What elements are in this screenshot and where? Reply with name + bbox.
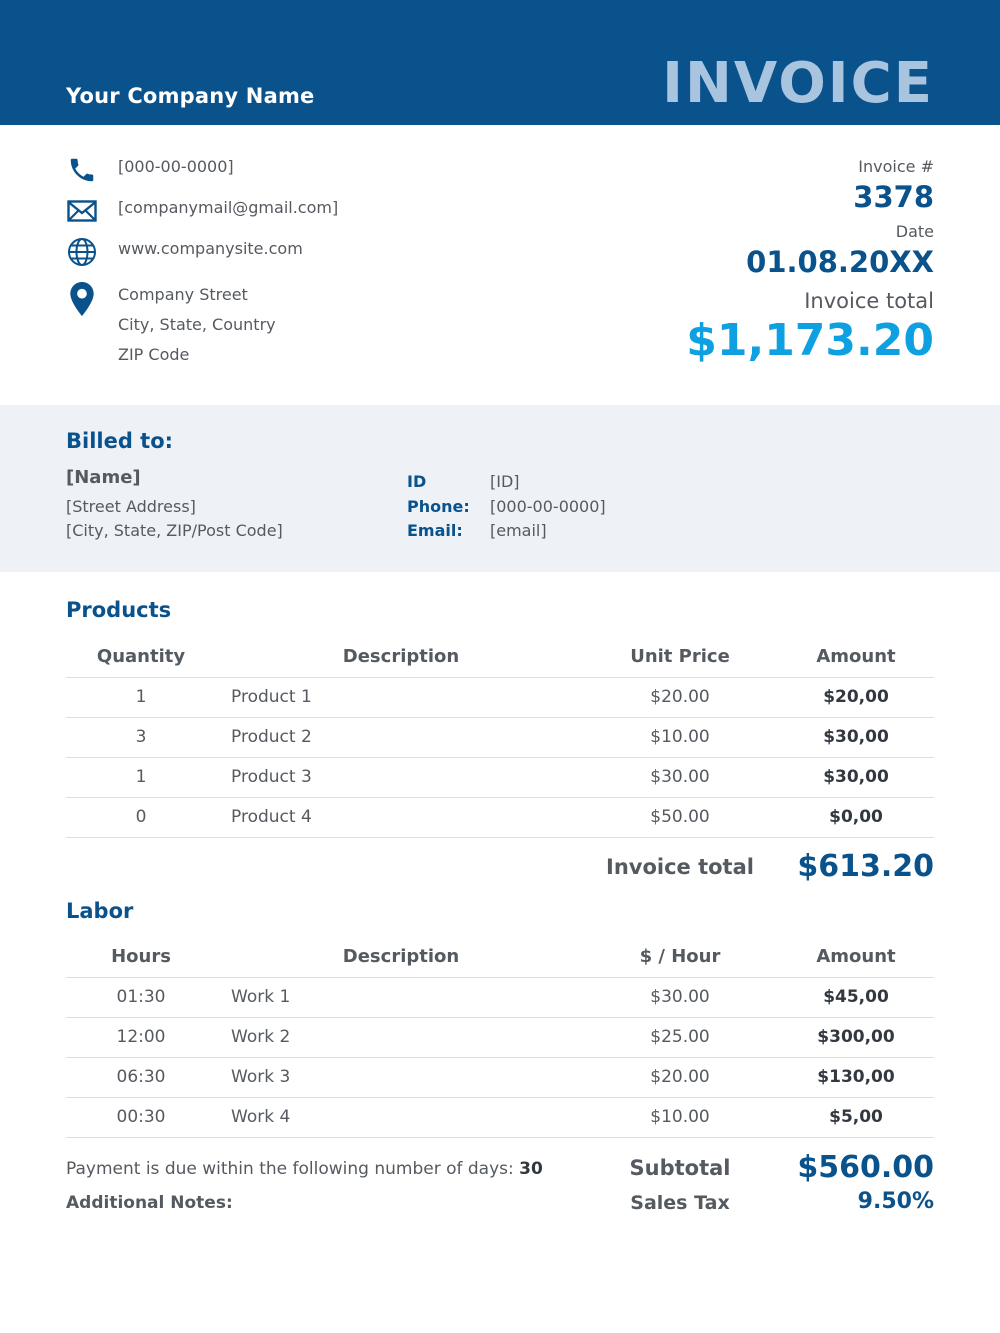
table-row (66, 1058, 934, 1098)
address-zip: ZIP Code (118, 345, 190, 364)
payment-terms (66, 1159, 543, 1179)
billed-to-section (0, 405, 1000, 572)
table-header (66, 646, 934, 678)
table-header (66, 946, 934, 978)
cell-hours: 12:00 (116, 1027, 166, 1047)
column-header-description: Description (342, 946, 460, 967)
envelope-icon (66, 195, 98, 227)
column-header-rate: $ / Hour (639, 946, 721, 967)
labor-table (66, 946, 934, 1138)
date-label: Date (895, 222, 934, 241)
contact-website (66, 236, 303, 268)
labor-title: Labor (66, 899, 134, 923)
cell-rate: $30.00 (650, 987, 710, 1007)
products-table (66, 646, 934, 838)
client-city: [City, State, ZIP/Post Code] (66, 521, 283, 540)
cell-quantity: 1 (135, 767, 147, 787)
cell-description: Product 4 (231, 807, 312, 827)
client-id-label: ID (407, 472, 427, 491)
cell-hours: 00:30 (116, 1107, 166, 1127)
client-phone-value: [000-00-0000] (490, 497, 606, 516)
additional-notes-label: Additional Notes: (66, 1193, 233, 1213)
cell-description: Product 1 (231, 687, 312, 707)
invoice-header (0, 0, 1000, 125)
column-header-unit-price: Unit Price (630, 646, 730, 667)
company-website: www.companysite.com (118, 239, 303, 258)
cell-unit-price: $50.00 (650, 807, 710, 827)
column-header-amount: Amount (816, 646, 896, 667)
cell-amount: $0,00 (829, 807, 883, 827)
cell-unit-price: $30.00 (650, 767, 710, 787)
cell-hours: 01:30 (116, 987, 166, 1007)
table-row (66, 1098, 934, 1138)
invoice-date: 01.08.20XX (746, 245, 934, 279)
cell-quantity: 0 (135, 807, 147, 827)
cell-rate: $10.00 (650, 1107, 710, 1127)
column-header-quantity: Quantity (96, 646, 186, 667)
company-phone: [000-00-0000] (118, 157, 234, 176)
sales-tax-value: 9.50% (857, 1189, 934, 1214)
subtotal-label: Subtotal (629, 1156, 731, 1180)
location-pin-icon (66, 283, 98, 315)
table-row (66, 718, 934, 758)
company-name: Your Company Name (66, 84, 315, 108)
subtotal-amount: $560.00 (797, 1150, 934, 1185)
table-row (66, 758, 934, 798)
client-name: [Name] (66, 467, 141, 488)
cell-description: Work 3 (231, 1067, 291, 1087)
sales-tax-label: Sales Tax (630, 1192, 730, 1214)
cell-description: Product 3 (231, 767, 312, 787)
products-total-label: Invoice total (606, 855, 754, 879)
contact-address (66, 283, 276, 364)
address-street: Company Street (118, 285, 248, 304)
cell-rate: $20.00 (650, 1067, 710, 1087)
cell-description: Work 2 (231, 1027, 291, 1047)
client-street: [Street Address] (66, 497, 196, 516)
billed-to-title: Billed to: (66, 429, 174, 453)
client-id-value: [ID] (490, 472, 520, 491)
column-header-hours: Hours (111, 946, 171, 967)
cell-amount: $45,00 (823, 987, 889, 1007)
table-row (66, 978, 934, 1018)
contact-email (66, 195, 339, 227)
table-row (66, 678, 934, 718)
client-email-value: [email] (490, 521, 547, 540)
table-row (66, 1018, 934, 1058)
cell-amount: $5,00 (829, 1107, 883, 1127)
cell-amount: $130,00 (817, 1067, 895, 1087)
cell-rate: $25.00 (650, 1027, 710, 1047)
client-email-label: Email: (407, 521, 463, 540)
invoice-total-label: Invoice total (804, 289, 934, 313)
company-address (118, 280, 276, 370)
cell-amount: $30,00 (823, 727, 889, 747)
table-row (66, 798, 934, 838)
cell-description: Work 1 (231, 987, 291, 1007)
address-city: City, State, Country (118, 315, 276, 334)
invoice-title: INVOICE (662, 51, 934, 116)
contact-phone (66, 154, 234, 186)
cell-quantity: 1 (135, 687, 147, 707)
products-title: Products (66, 598, 172, 622)
company-email: [companymail@gmail.com] (118, 198, 339, 217)
invoice-number: 3378 (853, 180, 934, 214)
phone-icon (66, 154, 98, 186)
invoice-meta (686, 157, 934, 367)
cell-amount: $20,00 (823, 687, 889, 707)
cell-description: Product 2 (231, 727, 312, 747)
payment-days: 30 (519, 1159, 543, 1179)
column-header-amount: Amount (816, 946, 896, 967)
globe-icon (66, 236, 98, 268)
cell-amount: $300,00 (817, 1027, 895, 1047)
products-total-amount: $613.20 (797, 849, 934, 884)
cell-hours: 06:30 (116, 1067, 166, 1087)
payment-terms-text: Payment is due within the following number of days: (66, 1159, 514, 1179)
invoice-total-amount: $1,173.20 (686, 315, 934, 366)
cell-unit-price: $20.00 (650, 687, 710, 707)
invoice-number-label: Invoice # (858, 157, 934, 176)
cell-unit-price: $10.00 (650, 727, 710, 747)
cell-description: Work 4 (231, 1107, 291, 1127)
client-phone-label: Phone: (407, 497, 470, 516)
column-header-description: Description (342, 646, 460, 667)
cell-amount: $30,00 (823, 767, 889, 787)
cell-quantity: 3 (135, 727, 147, 747)
